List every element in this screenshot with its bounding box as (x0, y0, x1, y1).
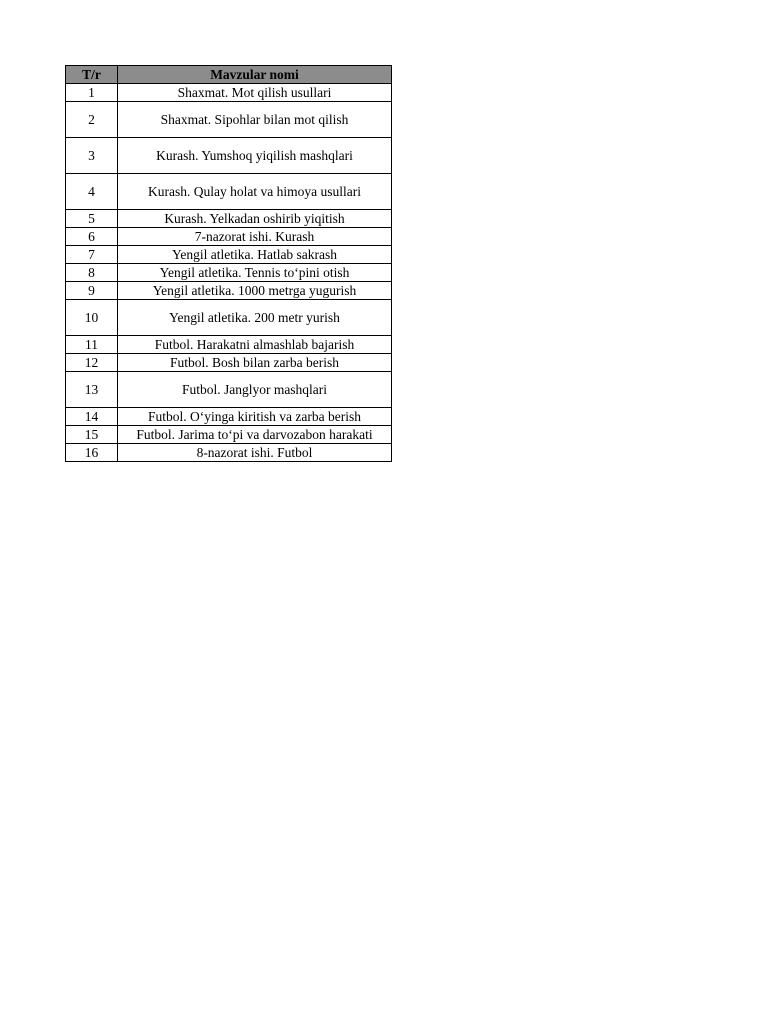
table-body (66, 84, 392, 462)
row-number: 12 (66, 354, 118, 372)
row-number: 13 (66, 372, 118, 408)
column-header-topic-name: Mavzular nomi (118, 66, 392, 84)
table-row (66, 84, 392, 102)
row-number: 8 (66, 264, 118, 282)
row-number: 14 (66, 408, 118, 426)
topic-name: Yengil atletika. 1000 metrga yugurish (118, 282, 392, 300)
topic-name: Futbol. Bosh bilan zarba berish (118, 354, 392, 372)
topic-name: Kurash. Yelkadan oshirib yiqitish (118, 210, 392, 228)
table-row (66, 246, 392, 264)
table-row (66, 210, 392, 228)
row-number: 7 (66, 246, 118, 264)
table-row (66, 372, 392, 408)
topic-name: Shaxmat. Mot qilish usullari (118, 84, 392, 102)
table-row (66, 138, 392, 174)
table-row (66, 264, 392, 282)
row-number: 2 (66, 102, 118, 138)
topic-name: Kurash. Qulay holat va himoya usullari (118, 174, 392, 210)
topic-name: 7-nazorat ishi. Kurash (118, 228, 392, 246)
table-row (66, 444, 392, 462)
table-row (66, 336, 392, 354)
row-number: 1 (66, 84, 118, 102)
table-header (66, 66, 392, 84)
table-row (66, 282, 392, 300)
table-row (66, 354, 392, 372)
row-number: 16 (66, 444, 118, 462)
topic-name: 8-nazorat ishi. Futbol (118, 444, 392, 462)
topic-name: Futbol. Jarima to‘pi va darvozabon harakati (118, 426, 392, 444)
topic-name: Kurash. Yumshoq yiqilish mashqlari (118, 138, 392, 174)
row-number: 3 (66, 138, 118, 174)
row-number: 10 (66, 300, 118, 336)
table-row (66, 228, 392, 246)
topic-name: Yengil atletika. Hatlab sakrash (118, 246, 392, 264)
table-row (66, 102, 392, 138)
row-number: 15 (66, 426, 118, 444)
column-header-number: T/r (66, 66, 118, 84)
topic-name: Futbol. Harakatni almashlab bajarish (118, 336, 392, 354)
row-number: 6 (66, 228, 118, 246)
table-header-row (66, 66, 392, 84)
topic-name: Yengil atletika. 200 metr yurish (118, 300, 392, 336)
row-number: 5 (66, 210, 118, 228)
topics-table (65, 65, 392, 462)
row-number: 4 (66, 174, 118, 210)
table-row (66, 300, 392, 336)
topic-name: Yengil atletika. Tennis to‘pini otish (118, 264, 392, 282)
table-row (66, 426, 392, 444)
row-number: 9 (66, 282, 118, 300)
topic-name: Futbol. O‘yinga kiritish va zarba berish (118, 408, 392, 426)
table-row (66, 408, 392, 426)
topic-name: Futbol. Janglyor mashqlari (118, 372, 392, 408)
row-number: 11 (66, 336, 118, 354)
topic-name: Shaxmat. Sipohlar bilan mot qilish (118, 102, 392, 138)
table-row (66, 174, 392, 210)
